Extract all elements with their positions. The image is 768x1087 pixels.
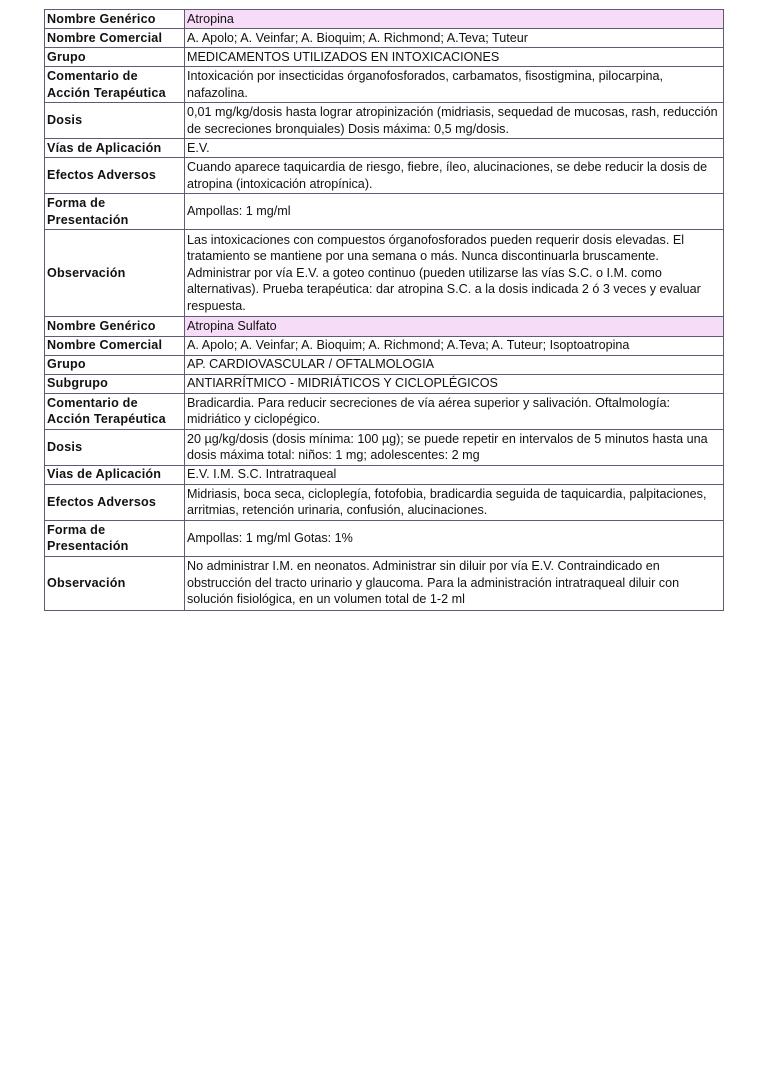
row-observacion (45, 230, 724, 317)
field-value: E.V. (185, 139, 724, 158)
row-efectos-adversos (45, 484, 724, 520)
field-value: No administrar I.M. en neonatos. Administrar sin diluir por vía E.V. Contraindicado en obstrucción del tracto urinario y glaucoma. Para la administración intratraqueal diluir con solución fisiológica, en un volumen total de 1-2 ml (185, 556, 724, 610)
field-label: Grupo (45, 355, 185, 374)
row-vias-aplicacion (45, 139, 724, 158)
drug-table-atropina (44, 9, 724, 317)
field-label: Dosis (45, 429, 185, 465)
field-value: MEDICAMENTOS UTILIZADOS EN INTOXICACIONES (185, 48, 724, 67)
field-value: Atropina (185, 10, 724, 29)
field-value: Las intoxicaciones con compuestos órganofosforados pueden requerir dosis elevadas. El tratamiento se mantiene por una semana o más. Nunca discontinuarla bruscamente. Administrar por vía E.V. a goteo continuo (pueden utilizarse las vías S.C. o I.M. como alternativas). Prueba terapéutica: dar atropina S.C. a la dosis indicada 2 ó 3 veces y evaluar respuesta. (185, 230, 724, 317)
field-value: A. Apolo; A. Veinfar; A. Bioquim; A. Richmond; A.Teva; A. Tuteur; Isoptoatropina (185, 336, 724, 355)
field-value: Ampollas: 1 mg/ml Gotas: 1% (185, 520, 724, 556)
field-value: 20 µg/kg/dosis (dosis mínima: 100 µg); se puede repetir en intervalos de 5 minutos hasta una dosis máxima total: niños: 1 mg; adolescentes: 2 mg (185, 429, 724, 465)
field-value: Ampollas: 1 mg/ml (185, 194, 724, 230)
field-label: Nombre Comercial (45, 336, 185, 355)
field-label: Vías de Aplicación (45, 139, 185, 158)
field-label: Comentario de Acción Terapéutica (45, 67, 185, 103)
field-value: AP. CARDIOVASCULAR / OFTALMOLOGIA (185, 355, 724, 374)
field-label: Forma de Presentación (45, 194, 185, 230)
field-label: Comentario de Acción Terapéutica (45, 393, 185, 429)
field-label: Forma de Presentación (45, 520, 185, 556)
row-nombre-comercial (45, 29, 724, 48)
drug-sheet (44, 9, 724, 611)
field-value: A. Apolo; A. Veinfar; A. Bioquim; A. Richmond; A.Teva; Tuteur (185, 29, 724, 48)
row-vias-aplicacion (45, 465, 724, 484)
field-label: Nombre Genérico (45, 10, 185, 29)
row-dosis (45, 103, 724, 139)
field-label: Subgrupo (45, 374, 185, 393)
row-grupo (45, 48, 724, 67)
field-value: Intoxicación por insecticidas órganofosforados, carbamatos, fisostigmina, pilocarpina, nafazolina. (185, 67, 724, 103)
field-label: Dosis (45, 103, 185, 139)
field-label: Observación (45, 230, 185, 317)
field-value: E.V. I.M. S.C. Intratraqueal (185, 465, 724, 484)
row-comentario-accion (45, 393, 724, 429)
field-label: Nombre Comercial (45, 29, 185, 48)
field-label: Efectos Adversos (45, 158, 185, 194)
field-value: 0,01 mg/kg/dosis hasta lograr atropinización (midriasis, sequedad de mucosas, rash, reducción de secreciones bronquiales) Dosis máxima: 0,5 mg/dosis. (185, 103, 724, 139)
row-grupo (45, 355, 724, 374)
field-label: Observación (45, 556, 185, 610)
field-label: Efectos Adversos (45, 484, 185, 520)
field-label: Vias de Aplicación (45, 465, 185, 484)
field-label: Grupo (45, 48, 185, 67)
row-forma-presentacion (45, 520, 724, 556)
field-value: Atropina Sulfato (185, 317, 724, 336)
field-label: Nombre Genérico (45, 317, 185, 336)
field-value: Bradicardia. Para reducir secreciones de vía aérea superior y salivación. Oftalmología: midriático y ciclopégico. (185, 393, 724, 429)
row-dosis (45, 429, 724, 465)
field-value: Midriasis, boca seca, cicloplegía, fotofobia, bradicardia seguida de taquicardia, palpitaciones, arritmias, retención urinaria, confusión, alucinaciones. (185, 484, 724, 520)
field-value: Cuando aparece taquicardia de riesgo, fiebre, íleo, alucinaciones, se debe reducir la dosis de atropina (intoxicación atropínica). (185, 158, 724, 194)
field-value: ANTIARRÍTMICO - MIDRIÁTICOS Y CICLOPLÉGICOS (185, 374, 724, 393)
row-nombre-comercial (45, 336, 724, 355)
drug-table-atropina-sulfato (44, 317, 724, 611)
row-efectos-adversos (45, 158, 724, 194)
row-nombre-generico (45, 10, 724, 29)
row-nombre-generico (45, 317, 724, 336)
row-subgrupo (45, 374, 724, 393)
row-comentario-accion (45, 67, 724, 103)
row-observacion (45, 556, 724, 610)
row-forma-presentacion (45, 194, 724, 230)
